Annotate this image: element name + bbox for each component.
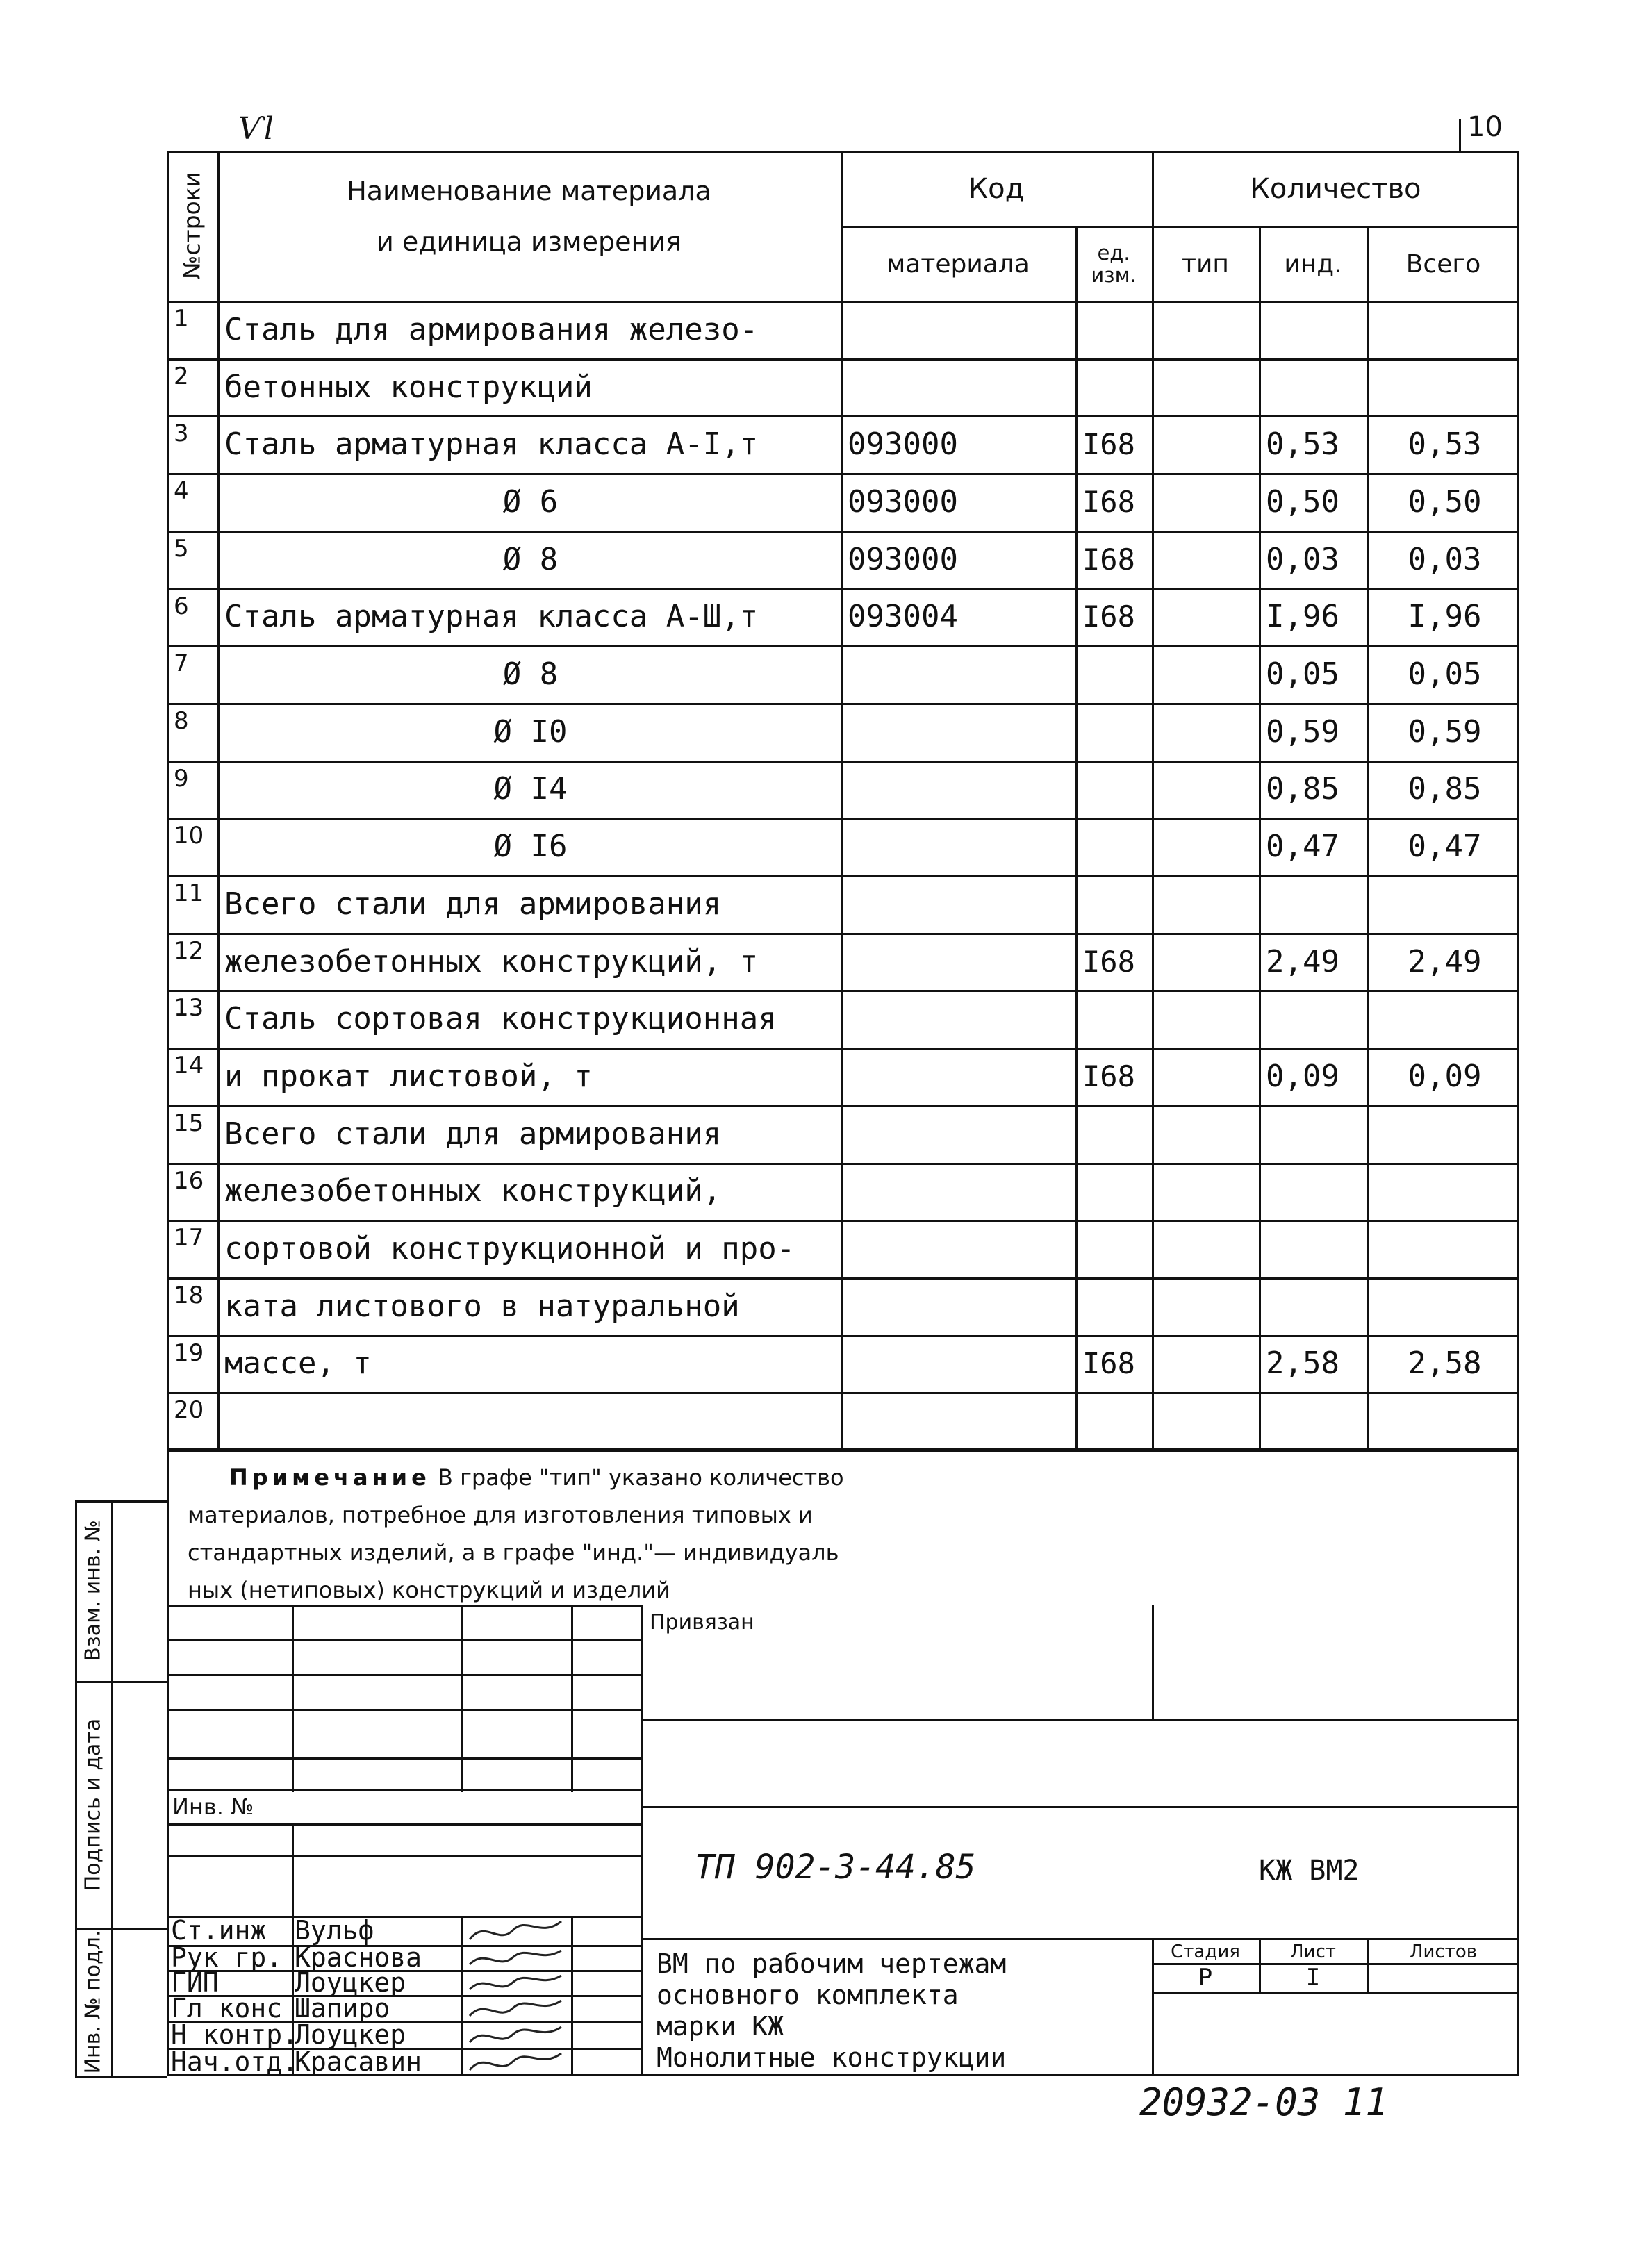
table-cell-n: 19 xyxy=(174,1339,204,1367)
signer-name: Красавин xyxy=(295,2046,422,2077)
table-cell-unit: I68 xyxy=(1082,599,1135,634)
table-cell-type xyxy=(1159,1048,1255,1105)
header-name-line1: Наименование материала xyxy=(347,176,711,206)
title-line3: марки КЖ xyxy=(657,2011,784,2042)
table-cell-type xyxy=(1159,415,1255,473)
note-line2: материалов, потребное для изготовления типовых и xyxy=(188,1502,813,1528)
table-cell-unit: I68 xyxy=(1082,1059,1135,1093)
table-cell-ind xyxy=(1266,1277,1363,1335)
header-row-no: №строки xyxy=(178,172,206,280)
note-line1: В графе "тип" указано количество xyxy=(430,1464,844,1491)
table-cell-ind xyxy=(1266,875,1363,933)
table-cell-name: массе, т xyxy=(224,1346,372,1382)
stage-label: Стадия xyxy=(1171,1941,1240,1962)
table-cell-code: 093000 xyxy=(848,541,958,577)
table-cell-code xyxy=(848,1392,1071,1450)
table-cell-name: Всего стали для армирования xyxy=(224,886,722,922)
table-cell-total xyxy=(1374,1220,1515,1277)
signer-role: Н контр. xyxy=(171,2019,299,2050)
table-cell-ind: 2,58 xyxy=(1266,1346,1339,1382)
table-cell-n: 7 xyxy=(174,649,189,678)
table-cell-unit: I68 xyxy=(1082,484,1135,519)
table-cell-type xyxy=(1159,645,1255,703)
table-cell-unit xyxy=(1082,1392,1148,1450)
header-type: тип xyxy=(1182,249,1229,279)
table-cell-total xyxy=(1374,1105,1515,1163)
signature-mark xyxy=(464,1970,568,1995)
title-line4: Монолитные конструкции xyxy=(657,2042,1007,2073)
table-cell-ind: 0,53 xyxy=(1266,427,1339,463)
table-cell-ind: 0,47 xyxy=(1266,829,1339,865)
sheet-value: I xyxy=(1305,1964,1321,1992)
table-cell-unit xyxy=(1082,1220,1148,1277)
table-cell-n: 12 xyxy=(174,936,204,965)
table-cell-n: 18 xyxy=(174,1281,204,1309)
table-cell-ind: 0,09 xyxy=(1266,1058,1339,1094)
note-line3: стандартных изделий, а в графе "инд."— индивидуаль xyxy=(188,1539,839,1566)
table-cell-ind: 0,03 xyxy=(1266,541,1339,577)
table-cell-ind: 0,59 xyxy=(1266,713,1339,750)
table-cell-n: 11 xyxy=(174,879,204,907)
table-cell-code xyxy=(848,761,1071,818)
privyazan-label: Привязан xyxy=(650,1610,754,1634)
signature-mark xyxy=(464,2021,568,2048)
table-cell-type xyxy=(1159,1220,1255,1277)
document-code: ТП 902-3-44.85 xyxy=(695,1848,976,1887)
table-cell-ind: 0,50 xyxy=(1266,483,1339,520)
signer-role: Ст.инж xyxy=(171,1915,267,1946)
table-cell-code xyxy=(848,990,1071,1048)
table-cell-ind xyxy=(1266,990,1363,1048)
sheets-label: Листов xyxy=(1409,1941,1478,1962)
table-cell-unit: I68 xyxy=(1082,427,1135,462)
table-cell-name: железобетонных конструкций, т xyxy=(224,943,759,979)
table-cell-n: 4 xyxy=(174,477,189,506)
signer-name: Лоуцкер xyxy=(295,2019,406,2050)
table-cell-name: Ø 8 xyxy=(502,656,559,693)
signer-name: Шапиро xyxy=(295,1993,390,2023)
table-cell-name: железобетонных конструкций, xyxy=(224,1173,722,1209)
table-cell-total: 0,03 xyxy=(1408,541,1482,577)
table-cell-ind: 0,85 xyxy=(1266,771,1339,807)
table-cell-ind xyxy=(1266,1163,1363,1220)
side-signature-date-label: Подпись и дата xyxy=(81,1718,106,1892)
table-cell-ind: I,96 xyxy=(1266,599,1339,635)
table-cell-name: Ø I6 xyxy=(493,829,568,865)
table-cell-type xyxy=(1159,1392,1255,1450)
table-cell-type xyxy=(1159,588,1255,646)
table-cell-code xyxy=(848,645,1071,703)
table-cell-total: 0,09 xyxy=(1408,1058,1482,1094)
table-cell-total: 2,58 xyxy=(1408,1346,1482,1382)
note-label: Примечание xyxy=(229,1464,431,1491)
header-total: Всего xyxy=(1405,249,1481,279)
signature-mark xyxy=(464,1945,568,1970)
table-cell-unit: I68 xyxy=(1082,542,1135,577)
signer-name: Краснова xyxy=(295,1942,422,1973)
inv-no-label: Инв. № xyxy=(172,1794,254,1820)
table-cell-total xyxy=(1374,301,1515,358)
header-ind: инд. xyxy=(1284,249,1342,279)
signer-role: Гл конс xyxy=(171,1993,283,2023)
page-number: 10 xyxy=(1467,111,1503,143)
table-cell-type xyxy=(1159,1163,1255,1220)
table-cell-code xyxy=(848,1163,1071,1220)
table-cell-n: 17 xyxy=(174,1224,204,1252)
table-cell-type xyxy=(1159,531,1255,588)
table-cell-ind xyxy=(1266,301,1363,358)
table-cell-name: и прокат листовой, т xyxy=(224,1058,593,1094)
table-cell-type xyxy=(1159,761,1255,818)
table-cell-unit xyxy=(1082,818,1148,875)
table-cell-unit xyxy=(1082,358,1148,416)
table-cell-type xyxy=(1159,1277,1255,1335)
table-cell-code xyxy=(848,1220,1071,1277)
table-cell-total: 0,85 xyxy=(1408,771,1482,807)
title-line1: ВМ по рабочим чертежам xyxy=(657,1948,1007,1979)
table-cell-total: 0,05 xyxy=(1408,656,1482,693)
table-cell-n: 13 xyxy=(174,994,204,1023)
table-cell-total: 0,53 xyxy=(1408,427,1482,463)
table-cell-name: ката листового в натуральной xyxy=(224,1288,740,1324)
table-cell-total xyxy=(1374,1277,1515,1335)
table-cell-type xyxy=(1159,933,1255,991)
table-cell-name: Всего стали для армирования xyxy=(224,1116,722,1152)
document-mark: КЖ ВМ2 xyxy=(1259,1855,1360,1887)
table-cell-code xyxy=(848,933,1071,991)
table-cell-total: 0,50 xyxy=(1408,483,1482,520)
table-cell-code xyxy=(848,1048,1071,1105)
table-cell-type xyxy=(1159,358,1255,416)
table-cell-ind xyxy=(1266,1105,1363,1163)
header-material: материала xyxy=(886,249,1030,279)
table-cell-total: 0,59 xyxy=(1408,713,1482,750)
table-cell-n: 5 xyxy=(174,534,189,563)
sheet-label: Лист xyxy=(1290,1941,1336,1962)
header-code: Код xyxy=(968,173,1025,205)
signer-name: Вульф xyxy=(295,1915,374,1946)
table-cell-total xyxy=(1374,990,1515,1048)
table-cell-n: 10 xyxy=(174,822,204,850)
table-cell-ind xyxy=(1266,1220,1363,1277)
table-cell-n: 6 xyxy=(174,592,189,620)
table-cell-type xyxy=(1159,703,1255,761)
table-cell-ind xyxy=(1266,1392,1363,1450)
corner-mark: Ѵl xyxy=(238,111,274,147)
table-cell-ind xyxy=(1266,358,1363,416)
table-cell-code: 093000 xyxy=(848,427,958,463)
signer-name: Лоуцкер xyxy=(295,1967,406,1998)
table-cell-code xyxy=(848,301,1071,358)
note-line4: ных (нетиповых) конструкций и изделий xyxy=(188,1577,670,1603)
table-cell-type xyxy=(1159,875,1255,933)
table-cell-code xyxy=(848,1277,1071,1335)
signer-role: ГИП xyxy=(171,1967,219,1998)
table-cell-unit: I68 xyxy=(1082,944,1135,979)
table-cell-unit xyxy=(1082,1163,1148,1220)
table-cell-name: Сталь арматурная класса А-I,т xyxy=(224,427,759,463)
table-cell-unit xyxy=(1082,761,1148,818)
table-cell-total xyxy=(1374,875,1515,933)
table-cell-n: 2 xyxy=(174,362,189,390)
table-cell-name: Сталь для армирования железо- xyxy=(224,311,759,347)
table-cell-total: I,96 xyxy=(1408,599,1482,635)
table-cell-unit xyxy=(1082,703,1148,761)
table-cell-unit xyxy=(1082,645,1148,703)
table-cell-type xyxy=(1159,1335,1255,1393)
footer-code: 20932-03 11 xyxy=(1139,2080,1388,2124)
table-cell-unit xyxy=(1082,1277,1148,1335)
table-cell-name: Ø I4 xyxy=(493,771,568,807)
table-cell-name: Сталь сортовая конструкционная xyxy=(224,1001,777,1037)
table-cell-code xyxy=(848,1335,1071,1393)
table-cell-total xyxy=(1374,1392,1515,1450)
table-cell-n: 15 xyxy=(174,1109,204,1137)
stage-value: Р xyxy=(1198,1964,1213,1992)
table-cell-total: 2,49 xyxy=(1408,943,1482,979)
signature-mark xyxy=(464,1995,568,2021)
table-cell-unit: I68 xyxy=(1082,1346,1135,1381)
document-title xyxy=(657,1948,1006,2074)
signer-role: Нач.отд. xyxy=(171,2046,299,2077)
table-cell-type xyxy=(1159,818,1255,875)
table-cell-n: 3 xyxy=(174,420,189,448)
table-cell-code xyxy=(848,1105,1071,1163)
table-cell-unit xyxy=(1082,875,1148,933)
header-quantity: Количество xyxy=(1250,173,1421,205)
table-cell-total: 0,47 xyxy=(1408,829,1482,865)
table-cell-ind: 2,49 xyxy=(1266,943,1339,979)
table-cell-unit xyxy=(1082,990,1148,1048)
table-cell-name: Ø I0 xyxy=(493,713,568,750)
signature-mark xyxy=(464,2048,568,2076)
table-cell-n: 1 xyxy=(174,305,189,333)
sheets-value xyxy=(1367,1963,1519,1992)
table-cell-code: 093000 xyxy=(848,483,958,520)
table-cell-name: Ø 6 xyxy=(502,483,559,520)
table-cell-code: 093004 xyxy=(848,599,958,635)
table-cell-code xyxy=(848,875,1071,933)
table-cell-n: 8 xyxy=(174,706,189,735)
table-cell-n: 9 xyxy=(174,764,189,793)
table-cell-name xyxy=(224,1392,836,1450)
table-cell-unit xyxy=(1082,1105,1148,1163)
signer-role: Рук гр. xyxy=(171,1942,283,1973)
table-cell-n: 16 xyxy=(174,1166,204,1195)
table-cell-code xyxy=(848,358,1071,416)
table-cell-type xyxy=(1159,473,1255,531)
table-cell-n: 20 xyxy=(174,1396,204,1425)
table-cell-name: Ø 8 xyxy=(502,541,559,577)
table-cell-name: сортовой конструкционной и про- xyxy=(224,1231,795,1267)
side-inv-label: Инв. № подл. xyxy=(81,1930,106,2074)
header-name-line2: и единица измерения xyxy=(377,226,682,257)
table-cell-total xyxy=(1374,1163,1515,1220)
table-cell-name: Сталь арматурная класса А-Ш,т xyxy=(224,599,759,635)
table-cell-name: бетонных конструкций xyxy=(224,369,593,405)
table-cell-code xyxy=(848,703,1071,761)
page-number-tick xyxy=(1459,119,1461,151)
table-cell-type xyxy=(1159,1105,1255,1163)
table-cell-code xyxy=(848,818,1071,875)
table-cell-unit xyxy=(1082,301,1148,358)
table-cell-ind: 0,05 xyxy=(1266,656,1339,693)
table-cell-total xyxy=(1374,358,1515,416)
side-vzam-label: Взам. инв. № xyxy=(81,1520,106,1662)
header-unit: ед. изм. xyxy=(1091,241,1137,287)
table-cell-n: 14 xyxy=(174,1052,204,1080)
table-cell-type xyxy=(1159,301,1255,358)
signature-mark xyxy=(464,1916,568,1945)
table-cell-type xyxy=(1159,990,1255,1048)
title-line2: основного комплекта xyxy=(657,1980,959,2010)
